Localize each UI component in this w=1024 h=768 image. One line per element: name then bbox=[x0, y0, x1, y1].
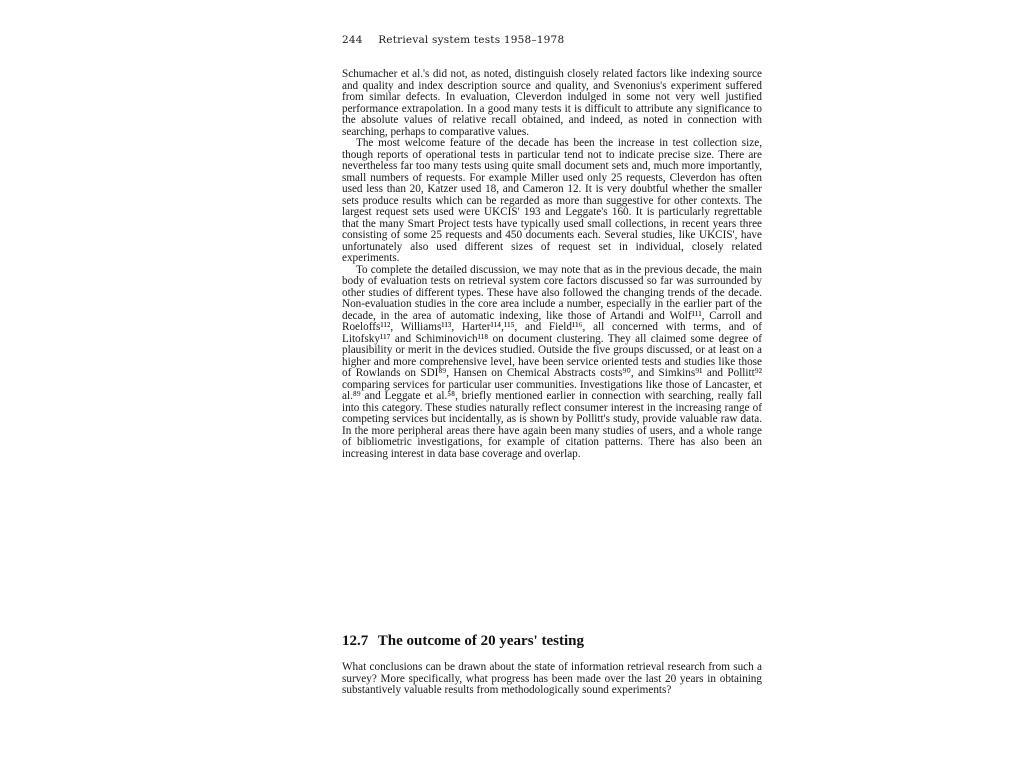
paragraph-1: Schumacher et al.'s did not, as noted, distinguish closely related factors like indexing source and quality and index description source and quality, and Svenonius's experiment suffered from similar defects. In evaluation, Cleverdon indulged in some not very well justified performance extrapolation. In a good many tests it is difficult to attribute any significance to the absolute values of relative recall obtained, and indeed, as noted in connection with searching, perhaps to comparative values. bbox=[342, 68, 762, 138]
section-paragraph-1: What conclusions can be drawn about the state of information retrieval research from such a survey? More specifically, what progress has been made over the last 20 years in obtaining substantively valuable results from methodologically sound experiments? bbox=[342, 661, 762, 696]
paragraph-2: The most welcome feature of the decade has been the increase in test collection size, though reports of operational tests in particular tend not to indicate precise size. There are nevertheless far too many tests using quite small document sets and, much more importantly, small numbers of requests. For example Miller used only 25 requests, Cleverdon has often used less than 20, Katzer used 18, and Cameron 12. It is very doubtful whether the smaller sets produce results which can be regarded as more than suggestive for other contexts. The largest request sets used were UKCIS' 193 and Leggate's 160. It is particularly regrettable that the many Smart Project tests have typically used small collections, in recent years three consisting of some 25 requests and 450 documents each. Several studies, like UKCIS', have unfortunately also used different sizes of request set in individual, closely related experiments. bbox=[342, 137, 762, 264]
section-heading bbox=[342, 633, 762, 650]
body-text bbox=[342, 69, 762, 460]
section-number: 12.7 bbox=[342, 633, 369, 649]
section-body-text bbox=[342, 662, 762, 697]
running-title: Retrieval system tests 1958–1978 bbox=[378, 34, 565, 46]
paragraph-3: To complete the detailed discussion, we may note that as in the previous decade, the main body of evaluation tests on retrieval system core factors discussed so far was surrounded by other studies of different types. These have also followed the changing trends of the decade. Non-evaluation studies in the core area include a number, especially in the earlier part of the decade, in the area of automatic indexing, like those of Artandi and Wolf¹¹¹, Carroll and Roeloffs¹¹², Williams¹¹³, Harter¹¹⁴,¹¹⁵, and Field¹¹⁶, all concerned with terms, and of Litofsky¹¹⁷ and Schiminovich¹¹⁸ on document clustering. They all claimed some degree of plausibility or merit in the devices studied. Outside the five groups discussed, or at least on a higher and more comprehensive level, have been service oriented tests and studies like those of Rowlands on SDI⁸⁹, Hansen on Chemical Abstracts costs⁹⁰, and Simkins⁹¹ and Pollitt⁹² comparing services for particular user communities. Investigations like those of Lancaster, et al.⁸⁹ and Leggate et al.⁵⁸, briefly mentioned earlier in connection with searching, really fall into this category. These studies naturally reflect consumer interest in the increasing range of competing services but incidentally, as is shown by Pollitt's study, provide valuable raw data. In the more peripheral areas there have again been many studies of users, and a whole range of bibliometric investigations, for example of citation patterns. There has also been an increasing interest in data base coverage and overlap. bbox=[342, 263, 762, 460]
running-header bbox=[342, 34, 564, 46]
page-number: 244 bbox=[342, 34, 363, 46]
section-title: The outcome of 20 years' testing bbox=[377, 633, 584, 649]
